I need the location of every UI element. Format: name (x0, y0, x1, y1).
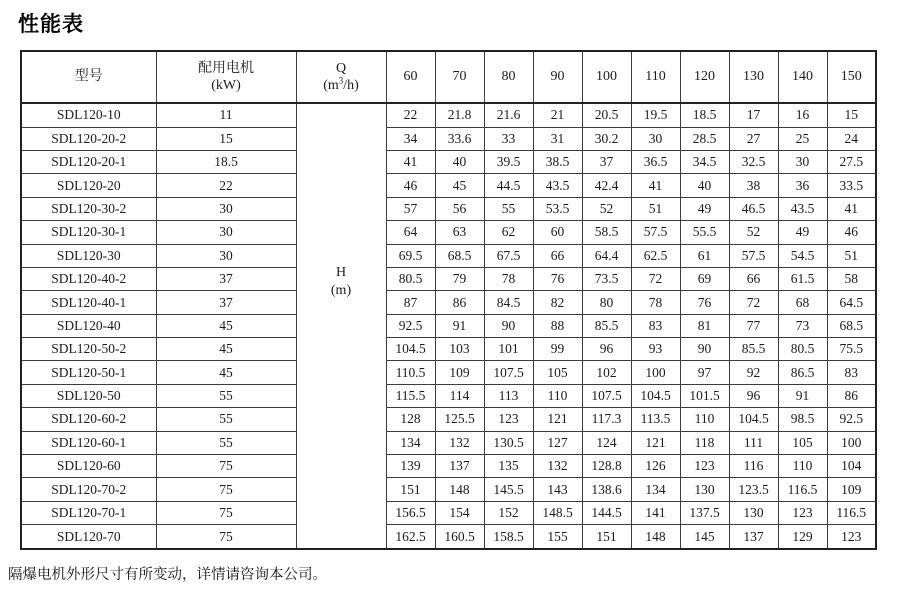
head-value-cell: 75.5 (827, 338, 876, 361)
head-value-cell: 148.5 (533, 501, 582, 524)
head-value-cell: 21.8 (435, 103, 484, 127)
head-value-cell: 158.5 (484, 525, 533, 549)
head-value-cell: 24 (827, 127, 876, 150)
head-value-cell: 27.5 (827, 150, 876, 173)
table-row (21, 501, 876, 524)
table-row (21, 174, 876, 197)
head-value-cell: 121 (631, 431, 680, 454)
motor-kw-cell: 75 (156, 501, 296, 524)
head-value-cell: 62 (484, 221, 533, 244)
head-value-cell: 79 (435, 267, 484, 290)
flow-rate-header: 90 (533, 51, 582, 103)
flow-header-label: Q (335, 60, 347, 76)
head-value-cell: 28.5 (680, 127, 729, 150)
head-value-cell: 143 (533, 478, 582, 501)
model-cell: SDL120-30 (21, 244, 156, 267)
head-value-cell: 55 (484, 197, 533, 220)
flow-rate-header: 120 (680, 51, 729, 103)
head-value-cell: 97 (680, 361, 729, 384)
head-value-cell: 107.5 (484, 361, 533, 384)
head-value-cell: 21.6 (484, 103, 533, 127)
head-value-cell: 93 (631, 338, 680, 361)
head-value-cell: 83 (827, 361, 876, 384)
model-cell: SDL120-30-1 (21, 221, 156, 244)
head-value-cell: 31 (533, 127, 582, 150)
head-value-cell: 96 (729, 384, 778, 407)
head-value-cell: 90 (484, 314, 533, 337)
head-value-cell: 21 (533, 103, 582, 127)
head-value-cell: 63 (435, 221, 484, 244)
table-row (21, 525, 876, 549)
head-value-cell: 85.5 (729, 338, 778, 361)
head-value-cell: 56 (435, 197, 484, 220)
head-value-cell: 152 (484, 501, 533, 524)
head-value-cell: 32.5 (729, 150, 778, 173)
head-value-cell: 116.5 (778, 478, 827, 501)
head-value-cell: 46 (827, 221, 876, 244)
motor-kw-cell: 75 (156, 525, 296, 549)
head-value-cell: 127 (533, 431, 582, 454)
head-value-cell: 76 (533, 267, 582, 290)
head-value-cell: 66 (729, 267, 778, 290)
head-value-cell: 123 (827, 525, 876, 549)
head-value-cell: 137 (435, 455, 484, 478)
head-value-cell: 52 (582, 197, 631, 220)
table-row (21, 384, 876, 407)
head-value-cell: 107.5 (582, 384, 631, 407)
head-value-cell: 81 (680, 314, 729, 337)
head-value-cell: 34.5 (680, 150, 729, 173)
head-value-cell: 73 (778, 314, 827, 337)
head-value-cell: 123 (484, 408, 533, 431)
head-value-cell: 110 (778, 455, 827, 478)
motor-kw-cell: 75 (156, 478, 296, 501)
head-value-cell: 110 (533, 384, 582, 407)
head-value-cell: 90 (680, 338, 729, 361)
head-value-cell: 53.5 (533, 197, 582, 220)
head-value-cell: 18.5 (680, 103, 729, 127)
head-value-cell: 49 (680, 197, 729, 220)
head-value-cell: 51 (631, 197, 680, 220)
head-unit-label (297, 264, 386, 300)
head-value-cell: 86.5 (778, 361, 827, 384)
head-value-cell: 82 (533, 291, 582, 314)
flow-rate-header: 70 (435, 51, 484, 103)
head-value-cell: 154 (435, 501, 484, 524)
head-value-cell: 134 (631, 478, 680, 501)
head-value-cell: 33.5 (827, 174, 876, 197)
head-value-cell: 33.6 (435, 127, 484, 150)
motor-kw-cell: 30 (156, 221, 296, 244)
model-cell: SDL120-50 (21, 384, 156, 407)
head-value-cell: 86 (827, 384, 876, 407)
flow-rate-header: 80 (484, 51, 533, 103)
head-value-cell: 30.2 (582, 127, 631, 150)
head-value-cell: 151 (386, 478, 435, 501)
head-value-cell: 91 (435, 314, 484, 337)
head-value-cell: 135 (484, 455, 533, 478)
table-row (21, 244, 876, 267)
model-cell: SDL120-70-2 (21, 478, 156, 501)
head-value-cell: 57.5 (631, 221, 680, 244)
head-value-cell: 132 (533, 455, 582, 478)
model-cell: SDL120-70 (21, 525, 156, 549)
table-row (21, 455, 876, 478)
head-value-cell: 92.5 (386, 314, 435, 337)
table-row (21, 267, 876, 290)
motor-header-label: 配用电机 (198, 60, 254, 76)
table-header-row (21, 51, 876, 103)
head-value-cell: 134 (386, 431, 435, 454)
motor-kw-cell: 55 (156, 431, 296, 454)
head-value-cell: 17 (729, 103, 778, 127)
motor-kw-cell: 30 (156, 244, 296, 267)
head-value-cell: 41 (386, 150, 435, 173)
model-cell: SDL120-60 (21, 455, 156, 478)
motor-header-unit: (kW) (211, 78, 241, 93)
head-value-cell: 98.5 (778, 408, 827, 431)
head-value-cell: 125.5 (435, 408, 484, 431)
head-value-cell: 38 (729, 174, 778, 197)
head-value-cell: 115.5 (386, 384, 435, 407)
head-value-cell: 76 (680, 291, 729, 314)
head-value-cell: 42.4 (582, 174, 631, 197)
head-value-cell: 72 (631, 267, 680, 290)
model-cell: SDL120-20-1 (21, 150, 156, 173)
head-value-cell: 58.5 (582, 221, 631, 244)
model-cell: SDL120-30-2 (21, 197, 156, 220)
head-value-cell: 128.8 (582, 455, 631, 478)
table-row (21, 150, 876, 173)
head-value-cell: 99 (533, 338, 582, 361)
head-value-cell: 68.5 (827, 314, 876, 337)
head-value-cell: 139 (386, 455, 435, 478)
head-value-cell: 123.5 (729, 478, 778, 501)
head-value-cell: 130 (729, 501, 778, 524)
head-value-cell: 25 (778, 127, 827, 150)
head-value-cell: 105 (533, 361, 582, 384)
head-value-cell: 46.5 (729, 197, 778, 220)
head-value-cell: 27 (729, 127, 778, 150)
flow-rate-header: 60 (386, 51, 435, 103)
head-value-cell: 117.3 (582, 408, 631, 431)
head-value-cell: 162.5 (386, 525, 435, 549)
head-value-cell: 109 (827, 478, 876, 501)
head-value-cell: 78 (631, 291, 680, 314)
head-value-cell: 61 (680, 244, 729, 267)
head-value-cell: 109 (435, 361, 484, 384)
head-value-cell: 57 (386, 197, 435, 220)
head-value-cell: 155 (533, 525, 582, 549)
head-value-cell: 64 (386, 221, 435, 244)
table-body (21, 103, 876, 549)
head-value-cell: 104 (827, 455, 876, 478)
head-value-cell: 137 (729, 525, 778, 549)
model-column-header: 型号 (21, 51, 156, 103)
motor-kw-cell: 22 (156, 174, 296, 197)
motor-kw-cell: 75 (156, 455, 296, 478)
head-value-cell: 100 (631, 361, 680, 384)
model-cell: SDL120-40-2 (21, 267, 156, 290)
head-value-cell: 110 (680, 408, 729, 431)
head-value-cell: 103 (435, 338, 484, 361)
head-value-cell: 130.5 (484, 431, 533, 454)
head-value-cell: 102 (582, 361, 631, 384)
head-value-cell: 88 (533, 314, 582, 337)
head-value-cell: 62.5 (631, 244, 680, 267)
head-value-cell: 41 (631, 174, 680, 197)
head-value-cell: 36.5 (631, 150, 680, 173)
head-value-cell: 77 (729, 314, 778, 337)
head-value-cell: 51 (827, 244, 876, 267)
head-value-cell: 69.5 (386, 244, 435, 267)
head-value-cell: 64.4 (582, 244, 631, 267)
head-value-cell: 145 (680, 525, 729, 549)
motor-kw-cell: 18.5 (156, 150, 296, 173)
model-cell: SDL120-20 (21, 174, 156, 197)
table-row (21, 478, 876, 501)
head-value-cell: 66 (533, 244, 582, 267)
head-value-cell: 46 (386, 174, 435, 197)
model-cell: SDL120-40-1 (21, 291, 156, 314)
head-value-cell: 92.5 (827, 408, 876, 431)
head-value-cell: 141 (631, 501, 680, 524)
model-cell: SDL120-20-2 (21, 127, 156, 150)
head-value-cell: 43.5 (778, 197, 827, 220)
head-value-cell: 68 (778, 291, 827, 314)
table-row (21, 127, 876, 150)
head-value-cell: 40 (680, 174, 729, 197)
head-value-cell: 137.5 (680, 501, 729, 524)
motor-kw-cell: 37 (156, 291, 296, 314)
head-value-cell: 19.5 (631, 103, 680, 127)
h-label: H (335, 264, 347, 280)
head-value-cell: 61.5 (778, 267, 827, 290)
model-cell: SDL120-50-1 (21, 361, 156, 384)
page-title: 性能表 (18, 13, 84, 36)
motor-kw-cell: 45 (156, 361, 296, 384)
head-value-cell: 105 (778, 431, 827, 454)
head-value-cell: 124 (582, 431, 631, 454)
motor-kw-cell: 15 (156, 127, 296, 150)
head-value-cell: 132 (435, 431, 484, 454)
head-value-cell: 73.5 (582, 267, 631, 290)
head-value-cell: 69 (680, 267, 729, 290)
flow-rate-header: 150 (827, 51, 876, 103)
head-value-cell: 60 (533, 221, 582, 244)
head-value-cell: 86 (435, 291, 484, 314)
head-value-cell: 52 (729, 221, 778, 244)
head-value-cell: 138.6 (582, 478, 631, 501)
head-value-cell: 100 (827, 431, 876, 454)
head-value-cell: 58 (827, 267, 876, 290)
head-value-cell: 57.5 (729, 244, 778, 267)
table-row (21, 338, 876, 361)
head-value-cell: 16 (778, 103, 827, 127)
flow-rate-header: 100 (582, 51, 631, 103)
head-value-cell: 148 (435, 478, 484, 501)
flow-header-unit: $(m^3/h)$ (323, 75, 359, 93)
head-value-cell: 44.5 (484, 174, 533, 197)
head-value-cell: 144.5 (582, 501, 631, 524)
head-value-cell: 118 (680, 431, 729, 454)
head-value-cell: 104.5 (386, 338, 435, 361)
head-value-cell: 20.5 (582, 103, 631, 127)
head-value-cell: 114 (435, 384, 484, 407)
head-value-cell: 104.5 (631, 384, 680, 407)
head-value-cell: 37 (582, 150, 631, 173)
head-value-cell: 80 (582, 291, 631, 314)
head-value-cell: 64.5 (827, 291, 876, 314)
head-value-cell: 40 (435, 150, 484, 173)
motor-kw-cell: 45 (156, 338, 296, 361)
head-value-cell: 123 (778, 501, 827, 524)
head-value-cell: 85.5 (582, 314, 631, 337)
head-value-cell: 30 (778, 150, 827, 173)
motor-column-header (156, 51, 296, 103)
motor-kw-cell: 30 (156, 197, 296, 220)
model-cell: SDL120-60-2 (21, 408, 156, 431)
head-value-cell: 33 (484, 127, 533, 150)
head-value-cell: 15 (827, 103, 876, 127)
head-value-cell: 55.5 (680, 221, 729, 244)
head-value-cell: 101.5 (680, 384, 729, 407)
head-value-cell: 128 (386, 408, 435, 431)
head-value-cell: 80.5 (778, 338, 827, 361)
head-value-cell: 91 (778, 384, 827, 407)
table-row (21, 291, 876, 314)
motor-kw-cell: 11 (156, 103, 296, 127)
head-value-cell: 34 (386, 127, 435, 150)
flow-rate-header: 110 (631, 51, 680, 103)
head-value-cell: 113.5 (631, 408, 680, 431)
head-value-cell: 121 (533, 408, 582, 431)
head-value-cell: 87 (386, 291, 435, 314)
motor-kw-cell: 45 (156, 314, 296, 337)
performance-table (20, 50, 877, 550)
table-row (21, 314, 876, 337)
head-value-cell: 80.5 (386, 267, 435, 290)
head-value-cell: 110.5 (386, 361, 435, 384)
flow-rate-header: 140 (778, 51, 827, 103)
model-cell: SDL120-70-1 (21, 501, 156, 524)
head-value-cell: 30 (631, 127, 680, 150)
motor-kw-cell: 37 (156, 267, 296, 290)
model-cell: SDL120-60-1 (21, 431, 156, 454)
table-row (21, 197, 876, 220)
head-value-cell: 129 (778, 525, 827, 549)
h-unit: (m) (330, 283, 352, 298)
head-value-cell: 22 (386, 103, 435, 127)
table-row (21, 221, 876, 244)
head-value-cell: 72 (729, 291, 778, 314)
head-value-cell: 39.5 (484, 150, 533, 173)
model-cell: SDL120-40 (21, 314, 156, 337)
flow-column-header (296, 51, 386, 103)
head-value-cell: 156.5 (386, 501, 435, 524)
head-value-cell: 41 (827, 197, 876, 220)
footer-note: 隔爆电机外形尺寸有所变动，详情请咨询本公司。 (8, 567, 327, 583)
head-value-cell: 145.5 (484, 478, 533, 501)
head-value-cell: 126 (631, 455, 680, 478)
head-value-cell: 130 (680, 478, 729, 501)
head-value-cell: 84.5 (484, 291, 533, 314)
head-value-cell: 68.5 (435, 244, 484, 267)
table-row (21, 408, 876, 431)
head-value-cell: 83 (631, 314, 680, 337)
head-value-cell: 54.5 (778, 244, 827, 267)
flow-rate-header: 130 (729, 51, 778, 103)
head-value-cell: 36 (778, 174, 827, 197)
head-value-cell: 43.5 (533, 174, 582, 197)
head-value-cell: 96 (582, 338, 631, 361)
head-value-cell: 123 (680, 455, 729, 478)
head-value-cell: 151 (582, 525, 631, 549)
head-value-cell: 92 (729, 361, 778, 384)
head-value-cell: 116 (729, 455, 778, 478)
table-row (21, 361, 876, 384)
head-value-cell: 104.5 (729, 408, 778, 431)
motor-kw-cell: 55 (156, 384, 296, 407)
head-value-cell: 116.5 (827, 501, 876, 524)
head-value-cell: 45 (435, 174, 484, 197)
table-row (21, 431, 876, 454)
head-value-cell: 148 (631, 525, 680, 549)
head-value-cell: 78 (484, 267, 533, 290)
head-value-cell: 49 (778, 221, 827, 244)
model-cell: SDL120-50-2 (21, 338, 156, 361)
head-value-cell: 111 (729, 431, 778, 454)
head-value-cell: 38.5 (533, 150, 582, 173)
table-row (21, 103, 876, 127)
model-cell: SDL120-10 (21, 103, 156, 127)
head-value-cell: 101 (484, 338, 533, 361)
head-value-cell: 113 (484, 384, 533, 407)
motor-kw-cell: 55 (156, 408, 296, 431)
head-merged-cell (296, 103, 386, 549)
head-value-cell: 160.5 (435, 525, 484, 549)
head-value-cell: 67.5 (484, 244, 533, 267)
